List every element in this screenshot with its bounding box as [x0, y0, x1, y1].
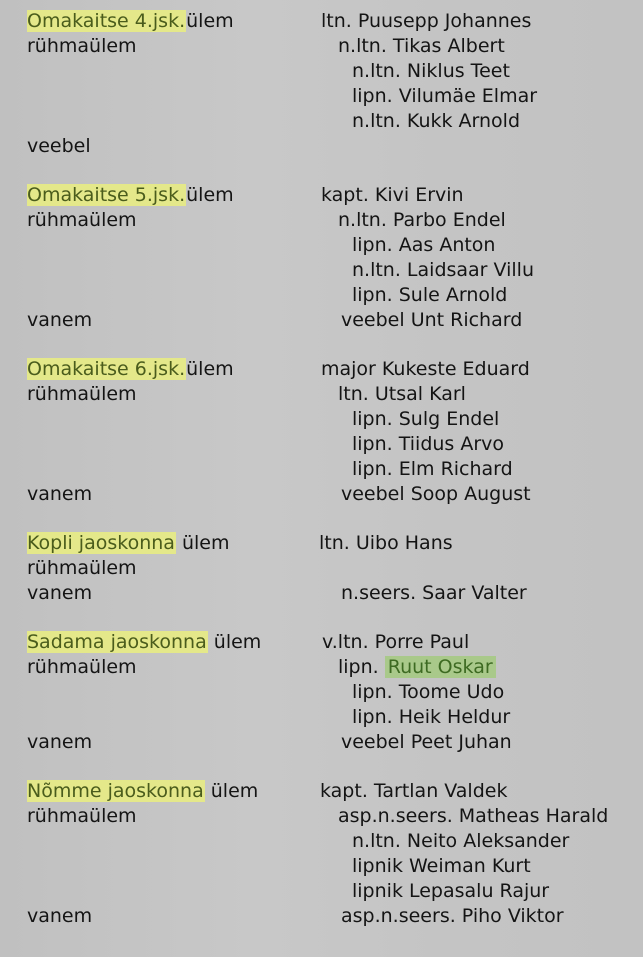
unit-role: ülem: [186, 10, 234, 32]
unit-name-highlight: Sadama jaoskonna: [27, 631, 207, 653]
senior-name: veebel Peet Juhan: [341, 731, 512, 753]
unit-name-highlight: Omakaitse 4.jsk.: [27, 10, 186, 32]
senior-name: veebel Unt Richard: [341, 309, 523, 331]
senior-label: vanem: [27, 582, 93, 604]
commander-name: ltn. Puusepp Johannes: [321, 10, 532, 32]
group-leader-name: n.ltn. Parbo Endel: [338, 209, 506, 231]
highlighted-name: Ruut Oskar: [385, 656, 496, 678]
unit-heading-nomme: [27, 779, 258, 803]
commander-name: kapt. Tartlan Valdek: [320, 780, 508, 802]
member-name: lipn. Vilumäe Elmar: [352, 85, 538, 107]
unit-heading-kopli: [27, 531, 229, 555]
unit-name-highlight: Omakaitse 5.jsk.: [27, 184, 186, 206]
member-name: lipn. Heik Heldur: [352, 706, 511, 728]
member-name: lipnik Lepasalu Rajur: [352, 880, 550, 902]
commander-name: kapt. Kivi Ervin: [321, 184, 464, 206]
member-name: lipn. Toome Udo: [352, 681, 505, 703]
group-leader-name: n.ltn. Tikas Albert: [338, 35, 505, 57]
senior-label: vanem: [27, 483, 93, 505]
unit-role: ülem: [204, 780, 259, 802]
member-name: lipnik Weiman Kurt: [352, 855, 531, 877]
commander-name: major Kukeste Eduard: [321, 358, 530, 380]
senior-label: vanem: [27, 309, 93, 331]
unit-heading-omakaitse-4: [27, 9, 234, 33]
senior-name: asp.n.seers. Piho Viktor: [341, 905, 564, 927]
member-name: n.ltn. Kukk Arnold: [352, 110, 521, 132]
member-name: lipn. Sulg Endel: [352, 408, 500, 430]
unit-role: ülem: [207, 631, 262, 653]
senior-name: veebel Soop August: [341, 483, 531, 505]
group-leader-name: asp.n.seers. Matheas Harald: [338, 805, 609, 827]
member-name: lipn. Sule Arnold: [352, 284, 508, 306]
member-name: lipn. Tiidus Arvo: [352, 433, 505, 455]
unit-role: ülem: [186, 184, 234, 206]
member-name: n.ltn. Niklus Teet: [352, 60, 510, 82]
group-leader-label: rühmaülem: [27, 35, 137, 57]
senior-label: vanem: [27, 731, 93, 753]
unit-role: ülem: [175, 532, 230, 554]
group-leader-label: rühmaülem: [27, 209, 137, 231]
group-leader-label: rühmaülem: [27, 805, 137, 827]
member-name: lipn. Elm Richard: [352, 458, 513, 480]
group-leader-name: [338, 655, 496, 679]
unit-heading-omakaitse-5: [27, 183, 234, 207]
group-leader-label: rühmaülem: [27, 557, 137, 579]
senior-name: n.seers. Saar Valter: [341, 582, 527, 604]
member-name: n.ltn. Laidsaar Villu: [352, 259, 534, 281]
unit-heading-sadama: [27, 630, 261, 654]
group-leader-name: ltn. Utsal Karl: [338, 383, 466, 405]
group-leader-label: rühmaülem: [27, 656, 137, 678]
commander-name: v.ltn. Porre Paul: [322, 631, 470, 653]
unit-role: ülem: [186, 358, 234, 380]
group-leader-label: rühmaülem: [27, 383, 137, 405]
rank-prefix: lipn.: [338, 656, 385, 678]
member-name: lipn. Aas Anton: [352, 234, 496, 256]
commander-name: ltn. Uibo Hans: [319, 532, 453, 554]
unit-heading-omakaitse-6: [27, 357, 234, 381]
unit-name-highlight: Kopli jaoskonna: [27, 532, 175, 554]
senior-label: vanem: [27, 905, 93, 927]
unit-name-highlight: Omakaitse 6.jsk.: [27, 358, 186, 380]
unit-name-highlight: Nõmme jaoskonna: [27, 780, 204, 802]
senior-label: veebel: [27, 135, 91, 157]
member-name: n.ltn. Neito Aleksander: [352, 830, 570, 852]
